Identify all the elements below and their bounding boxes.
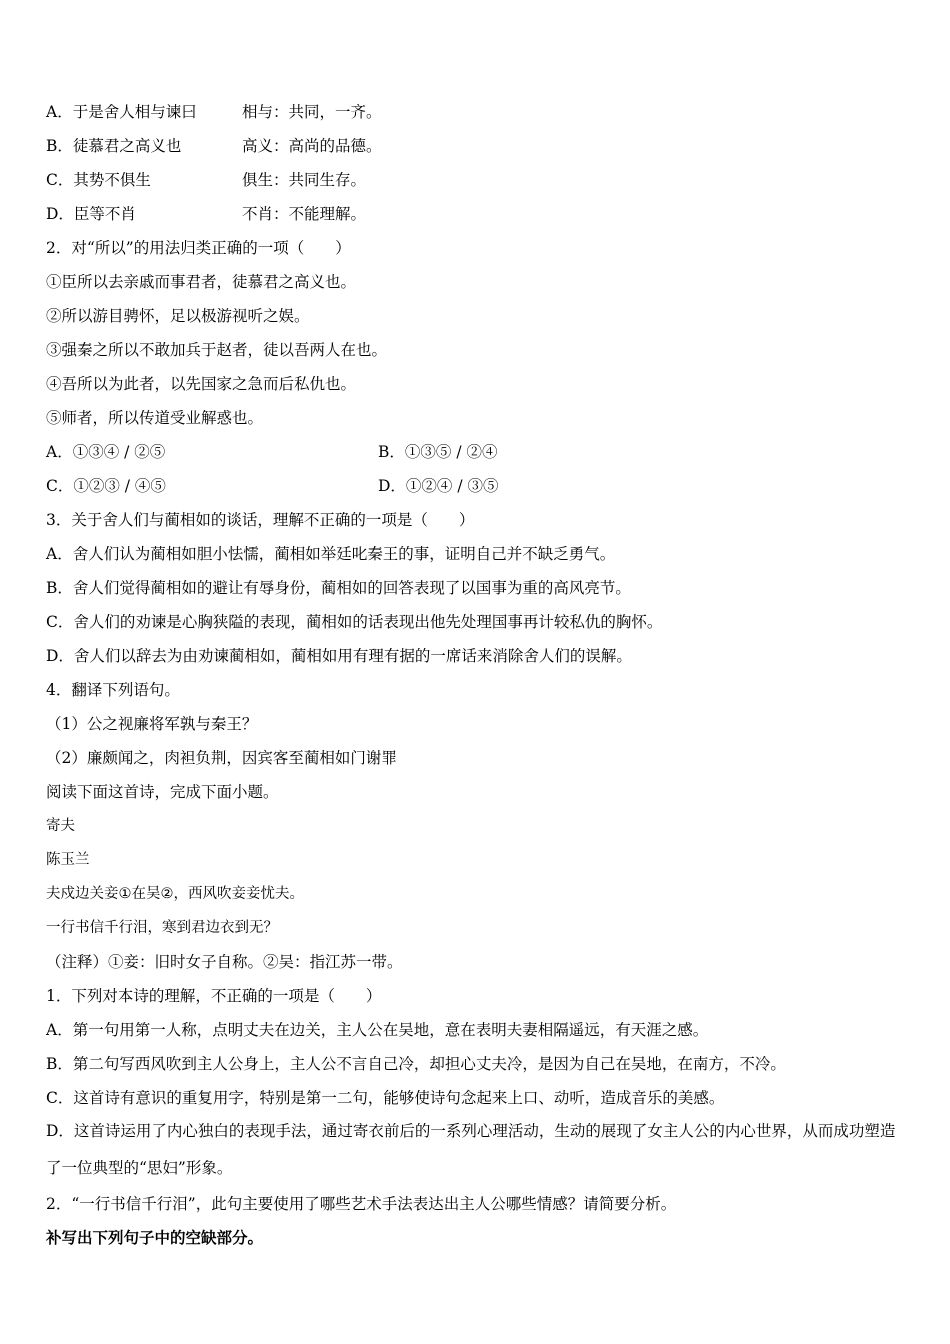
q1-option-c (46, 163, 906, 197)
q2-item: ③强秦之所以不敢加兵于赵者，徒以吾两人在也。 (46, 341, 388, 359)
option-gloss: 高义：高尚的品德。 (242, 137, 382, 155)
option-gloss: 俱生：共同生存。 (242, 171, 367, 189)
q2-option-b: B．①③⑤ / ②④ (378, 443, 498, 461)
poem-author: 陈玉兰 (46, 852, 90, 868)
q1-option-d (46, 197, 906, 231)
poem-line: 夫戍边关妾①在吴②，西风吹妾妾忧夫。 (46, 886, 304, 902)
pq1-option-b: B．第二句写西风吹到主人公身上，主人公不言自己冷，却担心丈夫冷，是因为自己在吴地，在南方，不冷。 (46, 1055, 786, 1073)
pq1-option-c: C．这首诗有意识的重复用字，特别是第一二句，能够使诗句念起来上口、动听，造成音乐的美感。 (46, 1089, 725, 1107)
option-text: C．其势不俱生 (46, 171, 151, 189)
option-gloss: 不肖：不能理解。 (242, 205, 367, 223)
q2-options-row (46, 469, 906, 503)
pq1-stem: 1．下列对本诗的理解，不正确的一项是（ ） (46, 987, 382, 1005)
q4-item: （2）廉颇闻之，肉袒负荆，因宾客至蔺相如门谢罪 (46, 749, 397, 767)
q3-stem: 3．关于舍人们与蔺相如的谈话，理解不正确的一项是（ ） (46, 511, 475, 529)
q2-item: ②所以游目骋怀，足以极游视听之娱。 (46, 307, 310, 325)
pq2-stem: 2．“一行书信千行泪”，此句主要使用了哪些艺术手法表达出主人公哪些情感？请简要分析。 (46, 1195, 677, 1213)
q2-item: ④吾所以为此者，以先国家之急而后私仇也。 (46, 375, 357, 393)
q3-option-c: C．舍人们的劝谏是心胸狭隘的表现，蔺相如的话表现出他先处理国事再计较私仇的胸怀。 (46, 613, 663, 631)
option-text: B．徒慕君之高义也 (46, 137, 182, 155)
pq1-option-a: A．第一句用第一人称，点明丈夫在边关，主人公在吴地，意在表明夫妻相隔遥远，有天涯之感。 (46, 1021, 709, 1039)
q2-item: ①臣所以去亲戚而事君者，徒慕君之高义也。 (46, 273, 357, 291)
q2-option-d: D．①②④ / ③⑤ (378, 477, 499, 495)
q4-stem: 4．翻译下列语句。 (46, 681, 180, 699)
section-heading: 补写出下列句子中的空缺部分。 (46, 1228, 264, 1247)
q2-option-a: A．①③④ / ②⑤ (46, 443, 166, 461)
q2-option-c: C．①②③ / ④⑤ (46, 477, 166, 495)
poem-intro: 阅读下面这首诗，完成下面小题。 (46, 783, 279, 801)
q2-options-row (46, 435, 906, 469)
q3-option-b: B．舍人们觉得蔺相如的避让有辱身份，蔺相如的回答表现了以国事为重的高风亮节。 (46, 579, 631, 597)
poem-note: （注释）①妾：旧时女子自称。②吴：指江苏一带。 (46, 953, 403, 971)
poem-title: 寄夫 (46, 818, 75, 834)
pq1-option-d: D．这首诗运用了内心独白的表现手法，通过寄衣前后的一系列心理活动，生动的展现了女主人公的内心世界，从而成功塑造了一位典型的“思妇”形象。 (46, 1122, 896, 1177)
q1-option-a (46, 95, 906, 129)
q4-item: （1）公之视廉将军孰与秦王？ (46, 715, 258, 733)
q1-option-b (46, 129, 906, 163)
q2-stem: 2．对“所以”的用法归类正确的一项（ ） (46, 239, 351, 257)
q3-option-d: D．舍人们以辞去为由劝谏蔺相如，蔺相如用有理有据的一席话来消除舍人们的误解。 (46, 647, 632, 665)
q3-option-a: A．舍人们认为蔺相如胆小怯懦，蔺相如举廷叱秦王的事，证明自己并不缺乏勇气。 (46, 545, 616, 563)
option-gloss: 相与：共同，一齐。 (242, 103, 382, 121)
q2-item: ⑤师者，所以传道受业解惑也。 (46, 409, 264, 427)
document-content (46, 95, 906, 1255)
option-text: A．于是舍人相与谏曰 (46, 103, 197, 121)
option-text: D．臣等不肖 (46, 205, 136, 223)
poem-line: 一行书信千行泪，寒到君边衣到无？ (46, 920, 278, 936)
